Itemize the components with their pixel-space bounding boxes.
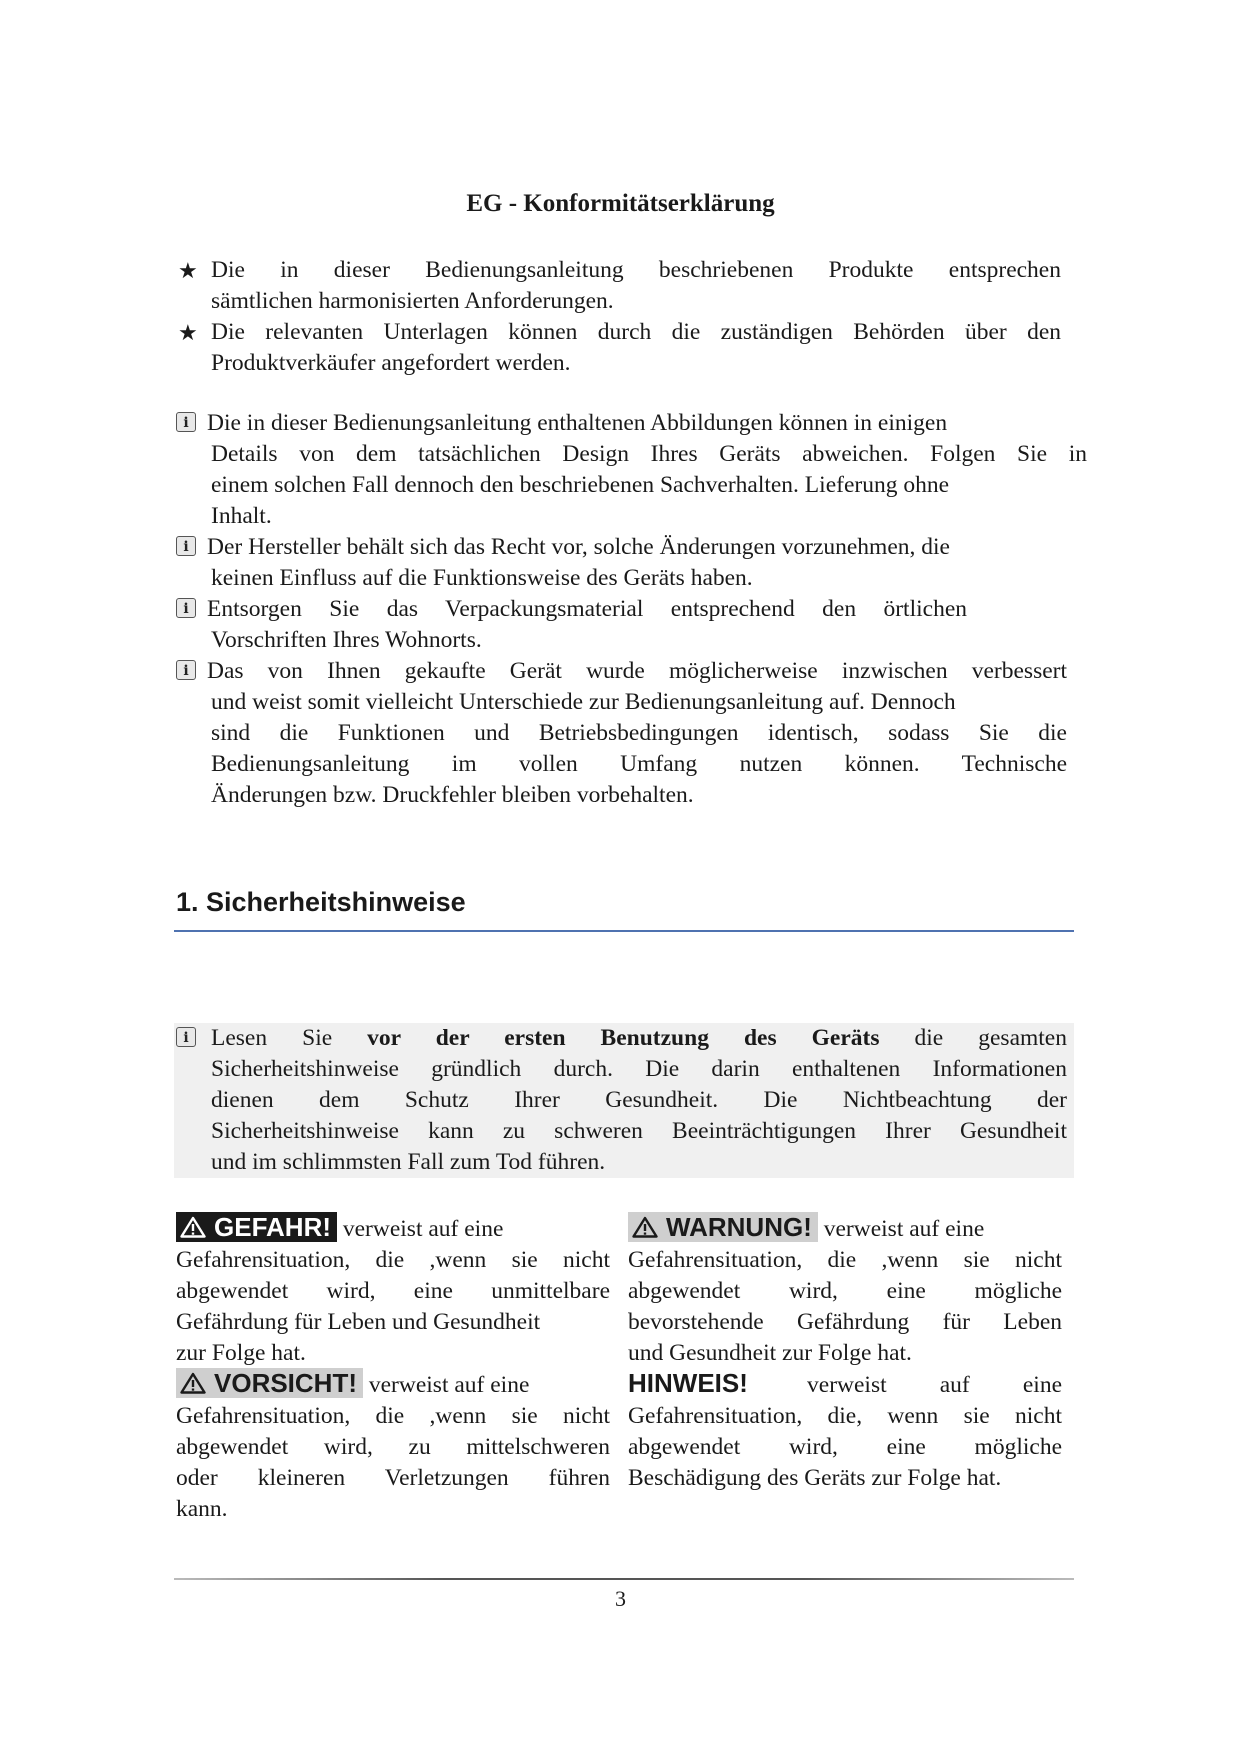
info-icon: i [176, 660, 196, 680]
safety-note-pre: Lesen Sie [211, 1025, 333, 1051]
text-line [176, 1368, 610, 1401]
info-icon: i [176, 412, 196, 432]
text-line: Sicherheitshinweise gründlich durch. Die darin enthaltenen Informationen [211, 1056, 1067, 1082]
text-line: Das von Ihnen gekaufte Gerät wurde möglicherweise inzwischen verbessert [207, 658, 1067, 684]
warning-triangle-icon [180, 1216, 206, 1238]
note-2 [207, 532, 1067, 594]
info-icon: i [176, 1027, 196, 1047]
warning-triangle-icon [632, 1216, 658, 1238]
conformity-bullet-2 [211, 317, 1061, 379]
gefahr-label [176, 1212, 337, 1242]
info-icon: i [176, 536, 196, 556]
safety-note-post: die gesamten [914, 1025, 1067, 1051]
text-line: sind die Funktionen und Betriebsbedingungen identisch, sodass Sie die [211, 720, 1067, 746]
gefahr-label-text: GEFAHR! [214, 1212, 331, 1242]
warnung-label-text: WARNUNG! [666, 1212, 812, 1242]
vorsicht-label [176, 1368, 363, 1398]
text-line: einem solchen Fall dennoch den beschriebenen Sachverhalten. Lieferung ohne [211, 472, 950, 498]
text-line: abgewendet wird, eine mögliche [628, 1434, 1062, 1460]
conformity-bullet-1 [211, 255, 1061, 317]
section-divider [174, 930, 1074, 932]
text-line: Gefahrensituation, die ,wenn sie nicht [176, 1403, 610, 1429]
text-line: Gefahrensituation, die, wenn sie nicht [628, 1403, 1062, 1429]
gefahr-first-text: verweist auf eine [342, 1216, 504, 1242]
text-line: Sicherheitshinweise kann zu schweren Beeinträchtigungen Ihrer Gesundheit [211, 1118, 1067, 1144]
text-line: abgewendet wird, eine mögliche [628, 1278, 1062, 1304]
text-line: oder kleineren Verletzungen führen [176, 1465, 610, 1491]
text-line: Details von dem tatsächlichen Design Ihres Geräts abweichen. Folgen Sie in [211, 441, 1087, 467]
text-line: Inhalt. [211, 503, 272, 529]
info-icon: i [176, 598, 196, 618]
text-line [628, 1212, 1062, 1245]
warning-triangle-icon [180, 1372, 206, 1394]
warnung-label [628, 1212, 818, 1242]
star-icon: ★ [178, 258, 198, 283]
footer-divider [174, 1578, 1074, 1580]
text-line: Gefährdung für Leben und Gesundheit [176, 1309, 541, 1335]
text-line: und weist somit vielleicht Unterschiede zur Bedienungsanleitung auf. Dennoch [211, 689, 956, 715]
text-line: zur Folge hat. [176, 1340, 306, 1366]
text-line: Gefahrensituation, die ,wenn sie nicht [628, 1247, 1062, 1273]
page-title: EG - Konformitätserklärung [466, 190, 775, 217]
text-line: abgewendet wird, eine unmittelbare [176, 1278, 610, 1304]
signal-vorsicht [176, 1368, 610, 1525]
star-icon: ★ [178, 320, 198, 345]
text-line: Gefahrensituation, die ,wenn sie nicht [176, 1247, 610, 1273]
vorsicht-first-text: verweist auf eine [368, 1372, 530, 1398]
text-line [628, 1368, 1062, 1401]
hinweis-label: HINWEIS! [628, 1368, 748, 1398]
signal-hinweis [628, 1368, 1062, 1494]
note-3 [207, 594, 967, 656]
signal-gefahr [176, 1212, 610, 1369]
text-line: Die in dieser Bedienungsanleitung enthaltenen Abbildungen können in einigen [207, 410, 948, 436]
text-line: Produktverkäufer angefordert werden. [211, 350, 571, 376]
signal-warnung [628, 1212, 1062, 1369]
note-4 [207, 656, 1067, 811]
section-heading: 1. Sicherheitshinweise [176, 887, 466, 917]
text-line: abgewendet wird, zu mittelschweren [176, 1434, 610, 1460]
hinweis-first-text: verweist auf eine [807, 1372, 1063, 1398]
text-line: dienen dem Schutz Ihrer Gesundheit. Die Nichtbeachtung der [211, 1087, 1067, 1113]
text-line: Die in dieser Bedienungsanleitung beschriebenen Produkte entsprechen [211, 257, 1061, 283]
text-line: Beschädigung des Geräts zur Folge hat. [628, 1465, 1002, 1491]
text-line: Entsorgen Sie das Verpackungsmaterial entsprechend den örtlichen [207, 596, 967, 622]
text-line: keinen Einfluss auf die Funktionsweise des Geräts haben. [211, 565, 753, 591]
text-line: Änderungen bzw. Druckfehler bleiben vorbehalten. [211, 782, 694, 808]
safety-note-bold: vor der ersten Benutzung des Geräts [367, 1025, 880, 1051]
vorsicht-label-text: VORSICHT! [214, 1368, 357, 1398]
text-line: Bedienungsanleitung im vollen Umfang nutzen können. Technische [211, 751, 1067, 777]
text-line: kann. [176, 1496, 228, 1522]
text-line: und Gesundheit zur Folge hat. [628, 1340, 912, 1366]
text-line [211, 1023, 1067, 1054]
warnung-first-text: verweist auf eine [823, 1216, 985, 1242]
text-line: sämtlichen harmonisierten Anforderungen. [211, 288, 614, 314]
text-line [176, 1212, 610, 1245]
text-line: Die relevanten Unterlagen können durch die zuständigen Behörden über den [211, 319, 1061, 345]
safety-note [211, 1023, 1067, 1178]
text-line: Vorschriften Ihres Wohnorts. [211, 627, 482, 653]
text-line: Der Hersteller behält sich das Recht vor, solche Änderungen vorzunehmen, die [207, 534, 950, 560]
note-1 [207, 408, 1087, 532]
page-number: 3 [615, 1586, 626, 1611]
text-line: und im schlimmsten Fall zum Tod führen. [211, 1149, 606, 1175]
text-line: bevorstehende Gefährdung für Leben [628, 1309, 1062, 1335]
